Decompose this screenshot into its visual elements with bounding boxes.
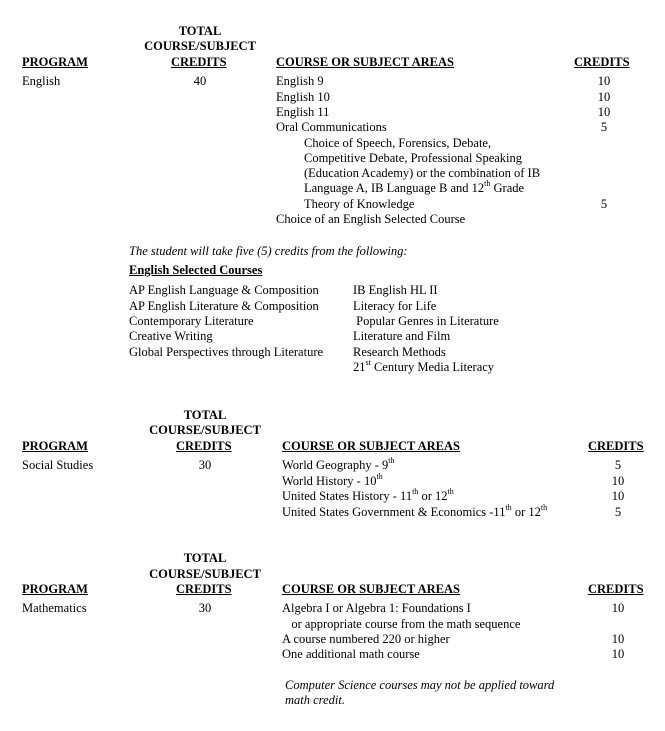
total-credits-value: 30 [198, 601, 212, 615]
course-credits: 5 [600, 120, 608, 134]
course-name: United States History - 11th or 12th [282, 486, 454, 503]
selected-course: Global Perspectives through Literature [129, 345, 324, 359]
course-areas-header: COURSE OR SUBJECT AREAS [282, 439, 460, 453]
course-credits: 10 [597, 74, 611, 88]
oral-choice-line: Language A, IB Language B and 12th Grade [304, 178, 525, 195]
selection-note: The student will take five (5) credits from the following: [129, 244, 408, 258]
course-credits: 10 [611, 474, 625, 488]
selected-course: AP English Language & Composition [129, 283, 319, 297]
total-credits-header: CREDITS [171, 55, 227, 69]
oral-choice-line: Theory of Knowledge [304, 197, 415, 211]
total-header: TOTAL [183, 551, 227, 565]
credits-header: CREDITS [588, 439, 644, 453]
course-subject-header: COURSE/SUBJECT [144, 39, 256, 53]
total-credits-value: 30 [198, 458, 212, 472]
course-areas-header: COURSE OR SUBJECT AREAS [276, 55, 454, 69]
total-header: TOTAL [183, 408, 227, 422]
course-credits: 10 [597, 90, 611, 104]
course-name: A course numbered 220 or higher [282, 632, 450, 646]
selected-course: IB English HL II [353, 283, 438, 297]
selected-course-choice: Choice of an English Selected Course [276, 212, 466, 226]
course-credits: 10 [611, 647, 625, 661]
total-credits-value: 40 [193, 74, 207, 88]
selected-course: Contemporary Literature [129, 314, 254, 328]
course-name: Oral Communications [276, 120, 387, 134]
course-name: English 10 [276, 90, 330, 104]
math-note: Computer Science courses may not be applied toward [285, 678, 555, 692]
program-header: PROGRAM [22, 55, 88, 69]
program-name: English [22, 74, 61, 88]
total-credits-header: CREDITS [176, 439, 232, 453]
credits-header: CREDITS [588, 582, 644, 596]
course-credits: 5 [614, 505, 622, 519]
oral-choice-line: (Education Academy) or the combination of IB [304, 166, 541, 180]
math-note: math credit. [285, 693, 345, 707]
program-name: Social Studies [22, 458, 94, 472]
total-credits-header: CREDITS [176, 582, 232, 596]
selected-course: Popular Genres in Literature [353, 314, 499, 328]
selected-courses-title: English Selected Courses [129, 263, 263, 277]
selected-course: Research Methods [353, 345, 446, 359]
course-name: One additional math course [282, 647, 420, 661]
selected-course: Literacy for Life [353, 299, 437, 313]
selected-course: AP English Literature & Composition [129, 299, 319, 313]
program-header: PROGRAM [22, 582, 88, 596]
credits-header: CREDITS [574, 55, 630, 69]
program-name: Mathematics [22, 601, 87, 615]
course-credits: 10 [597, 105, 611, 119]
total-header: TOTAL [178, 24, 222, 38]
course-credits: 10 [611, 601, 625, 615]
course-name: World History - 10th [282, 471, 383, 488]
course-credits: 5 [600, 197, 608, 211]
oral-choice-line: Choice of Speech, Forensics, Debate, [304, 136, 492, 150]
course-name: World Geography - 9th [282, 455, 395, 472]
selected-course: Literature and Film [353, 329, 451, 343]
course-credits: 10 [611, 489, 625, 503]
course-name: English 11 [276, 105, 330, 119]
course-credits: 10 [611, 632, 625, 646]
course-subject-header: COURSE/SUBJECT [149, 567, 261, 581]
course-name: English 9 [276, 74, 324, 88]
course-name: Algebra I or Algebra 1: Foundations I [282, 601, 471, 615]
selected-course: Creative Writing [129, 329, 213, 343]
course-areas-header: COURSE OR SUBJECT AREAS [282, 582, 460, 596]
oral-choice-line: Competitive Debate, Professional Speaking [304, 151, 523, 165]
selected-course: 21st Century Media Literacy [353, 357, 495, 374]
course-name: or appropriate course from the math sequence [282, 617, 521, 631]
course-name: United States Government & Economics -11th or 12th [282, 502, 548, 519]
course-credits: 5 [614, 458, 622, 472]
program-header: PROGRAM [22, 439, 88, 453]
course-subject-header: COURSE/SUBJECT [149, 423, 261, 437]
